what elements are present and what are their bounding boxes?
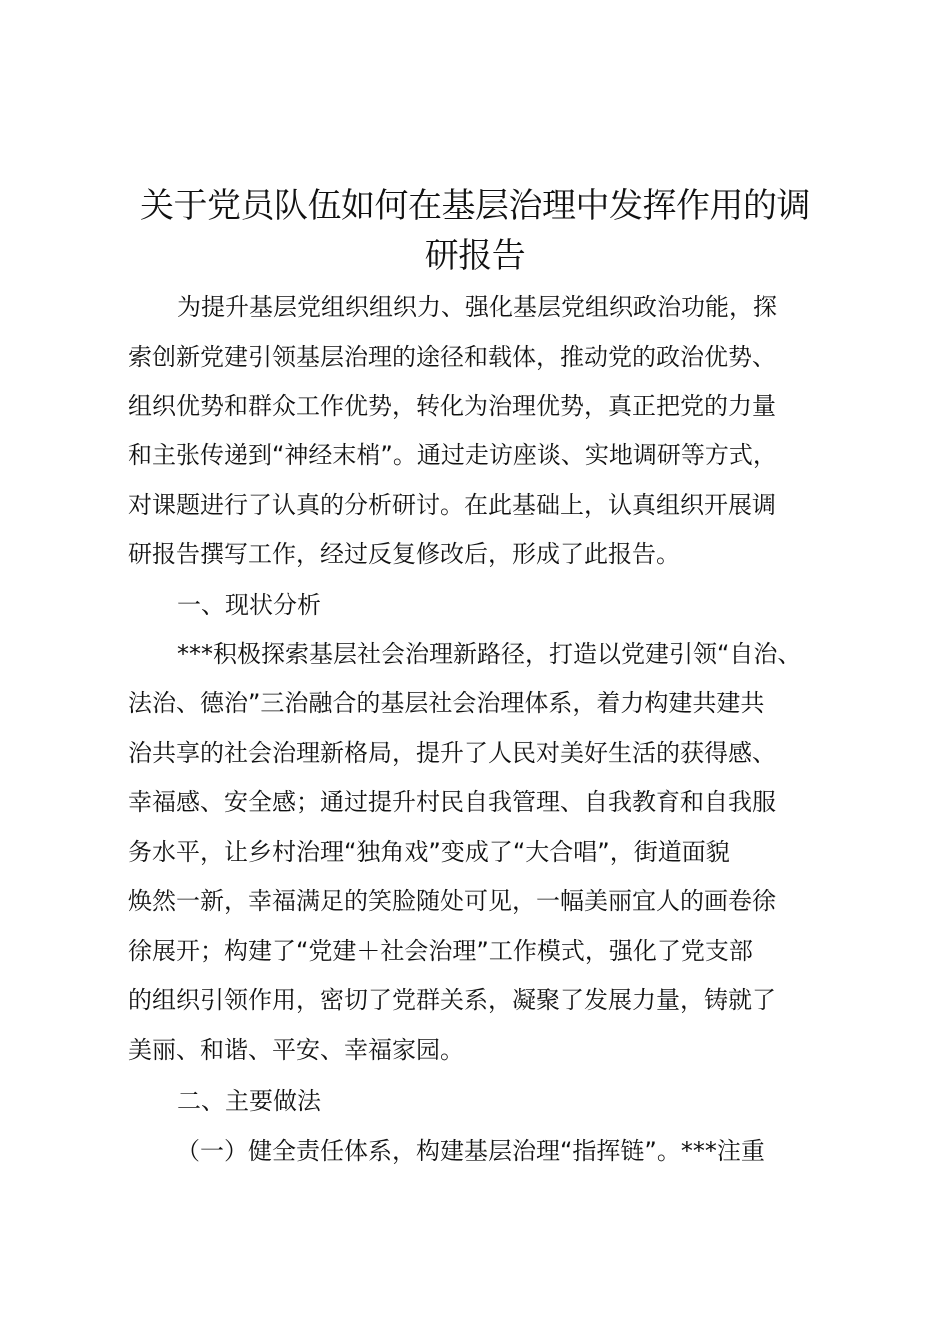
paragraph-status-line-3: 治共享的社会治理新格局，提升了人民对美好生活的获得感、 [128, 739, 776, 767]
section-heading-1: 一、现状分析 [177, 591, 321, 619]
paragraph-intro-line-3: 组织优势和群众工作优势，转化为治理优势，真正把党的力量 [128, 392, 776, 420]
paragraph-status-line-7: 徐展开；构建了“党建＋社会治理”工作模式，强化了党支部 [128, 937, 753, 965]
paragraph-intro-line-6: 研报告撰写工作，经过反复修改后，形成了此报告。 [128, 540, 680, 568]
paragraph-intro-line-1: 为提升基层党组织组织力、强化基层党组织政治功能，探 [177, 293, 777, 321]
paragraph-status-line-8: 的组织引领作用，密切了党群关系，凝聚了发展力量，铸就了 [128, 986, 776, 1014]
paragraph-status-line-4: 幸福感、安全感；通过提升村民自我管理、自我教育和自我服 [128, 788, 776, 816]
document-title-line-1: 关于党员队伍如何在基层治理中发挥作用的调 [140, 186, 810, 226]
subsection-heading-1: （一）健全责任体系，构建基层治理“指挥链”。***注重 [176, 1137, 765, 1165]
document-title-line-2: 研报告 [424, 236, 526, 276]
paragraph-status-line-2: 法治、德治”三治融合的基层社会治理体系，着力构建共建共 [128, 689, 765, 717]
paragraph-intro-line-5: 对课题进行了认真的分析研讨。在此基础上，认真组织开展调 [128, 491, 776, 519]
section-heading-2: 二、主要做法 [177, 1087, 321, 1115]
paragraph-status-line-9: 美丽、和谐、平安、幸福家园。 [128, 1036, 464, 1064]
paragraph-status-line-5: 务水平，让乡村治理“独角戏”变成了“大合唱”，街道面貌 [128, 838, 730, 866]
paragraph-intro-line-4: 和主张传递到“神经末梢”。通过走访座谈、实地调研等方式， [128, 441, 777, 469]
paragraph-status-line-1: ***积极探索基层社会治理新路径，打造以党建引领“自治、 [177, 640, 802, 668]
paragraph-status-line-6: 焕然一新，幸福满足的笑脸随处可见，一幅美丽宜人的画卷徐 [128, 887, 776, 915]
paragraph-intro-line-2: 索创新党建引领基层治理的途径和载体，推动党的政治优势、 [128, 343, 776, 371]
